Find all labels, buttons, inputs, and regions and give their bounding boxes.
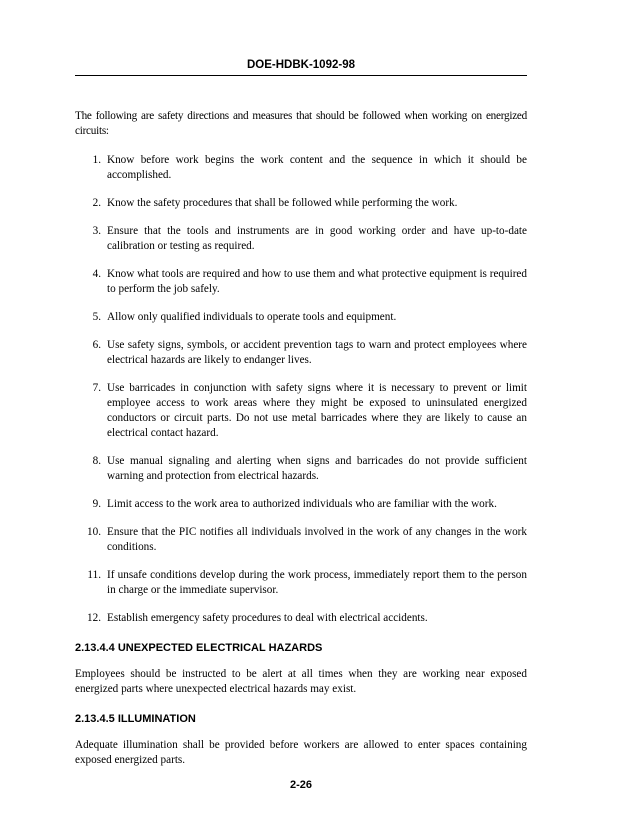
header-rule xyxy=(75,75,527,76)
list-number: 3. xyxy=(92,225,101,237)
list-number: 11. xyxy=(87,569,101,581)
list-item xyxy=(75,267,527,297)
list-item xyxy=(75,310,527,325)
list-number: 12. xyxy=(87,612,101,624)
list-text: Use safety signs, symbols, or accident prevention tags to warn and protect employees where electrical hazards are likely to endanger lives. xyxy=(107,339,527,366)
section-body-illumination: Adequate illumination shall be provided before workers are allowed to enter spaces containing exposed energized parts. xyxy=(75,739,527,766)
list-text: Know the safety procedures that shall be followed while performing the work. xyxy=(107,197,458,209)
section-body-unexpected-hazards: Employees should be instructed to be alert at all times when they are working near exposed energized parts where unexpected electrical hazards may exist. xyxy=(75,668,527,695)
list-number: 6. xyxy=(92,339,101,351)
list-item xyxy=(75,196,527,211)
list-text: Use barricades in conjunction with safety signs where it is necessary to prevent or limit employee access to work areas where they might be exposed to uninsulated energized conductors or circuit parts. Do not use metal barricades where they are likely to cause an electrical contact hazard. xyxy=(107,382,527,439)
section-heading-unexpected-hazards: 2.13.4.4 UNEXPECTED ELECTRICAL HAZARDS xyxy=(75,642,323,654)
page-content xyxy=(75,109,527,768)
list-text: Ensure that the tools and instruments are in good working order and have up-to-date calibration or testing as required. xyxy=(107,225,527,252)
list-item xyxy=(75,525,527,555)
page-number: 2-26 xyxy=(289,779,313,791)
list-item xyxy=(75,338,527,368)
list-item xyxy=(75,153,527,183)
list-text: Allow only qualified individuals to operate tools and equipment. xyxy=(107,311,397,323)
document-id-header: DOE-HDBK-1092-98 xyxy=(246,59,355,71)
list-text: Know what tools are required and how to use them and what protective equipment is required to perform the job safely. xyxy=(107,268,527,295)
list-number: 10. xyxy=(87,526,101,538)
list-item xyxy=(75,381,527,441)
list-item xyxy=(75,611,527,626)
list-item xyxy=(75,454,527,484)
intro-paragraph: The following are safety directions and measures that should be followed when working on energized circuits: xyxy=(75,110,527,137)
list-text: Know before work begins the work content and the sequence in which it should be accomplished. xyxy=(107,154,527,181)
list-number: 8. xyxy=(92,455,101,467)
list-text: Limit access to the work area to authorized individuals who are familiar with the work. xyxy=(107,498,497,510)
list-number: 5. xyxy=(92,311,101,323)
list-item xyxy=(75,568,527,598)
list-item xyxy=(75,497,527,512)
list-number: 9. xyxy=(92,498,101,510)
list-item xyxy=(75,224,527,254)
list-number: 7. xyxy=(92,382,101,394)
list-number: 4. xyxy=(92,268,101,280)
list-text: Ensure that the PIC notifies all individuals involved in the work of any changes in the work conditions. xyxy=(107,526,527,553)
list-text: If unsafe conditions develop during the work process, immediately report them to the person in charge or the immediate supervisor. xyxy=(107,569,527,596)
list-text: Establish emergency safety procedures to deal with electrical accidents. xyxy=(107,612,428,624)
list-number: 2. xyxy=(92,197,101,209)
list-number: 1. xyxy=(92,154,101,166)
safety-directions-list xyxy=(75,153,527,626)
list-text: Use manual signaling and alerting when signs and barricades do not provide sufficient warning and protection from electrical hazards. xyxy=(107,455,527,482)
section-heading-illumination: 2.13.4.5 ILLUMINATION xyxy=(75,713,196,725)
